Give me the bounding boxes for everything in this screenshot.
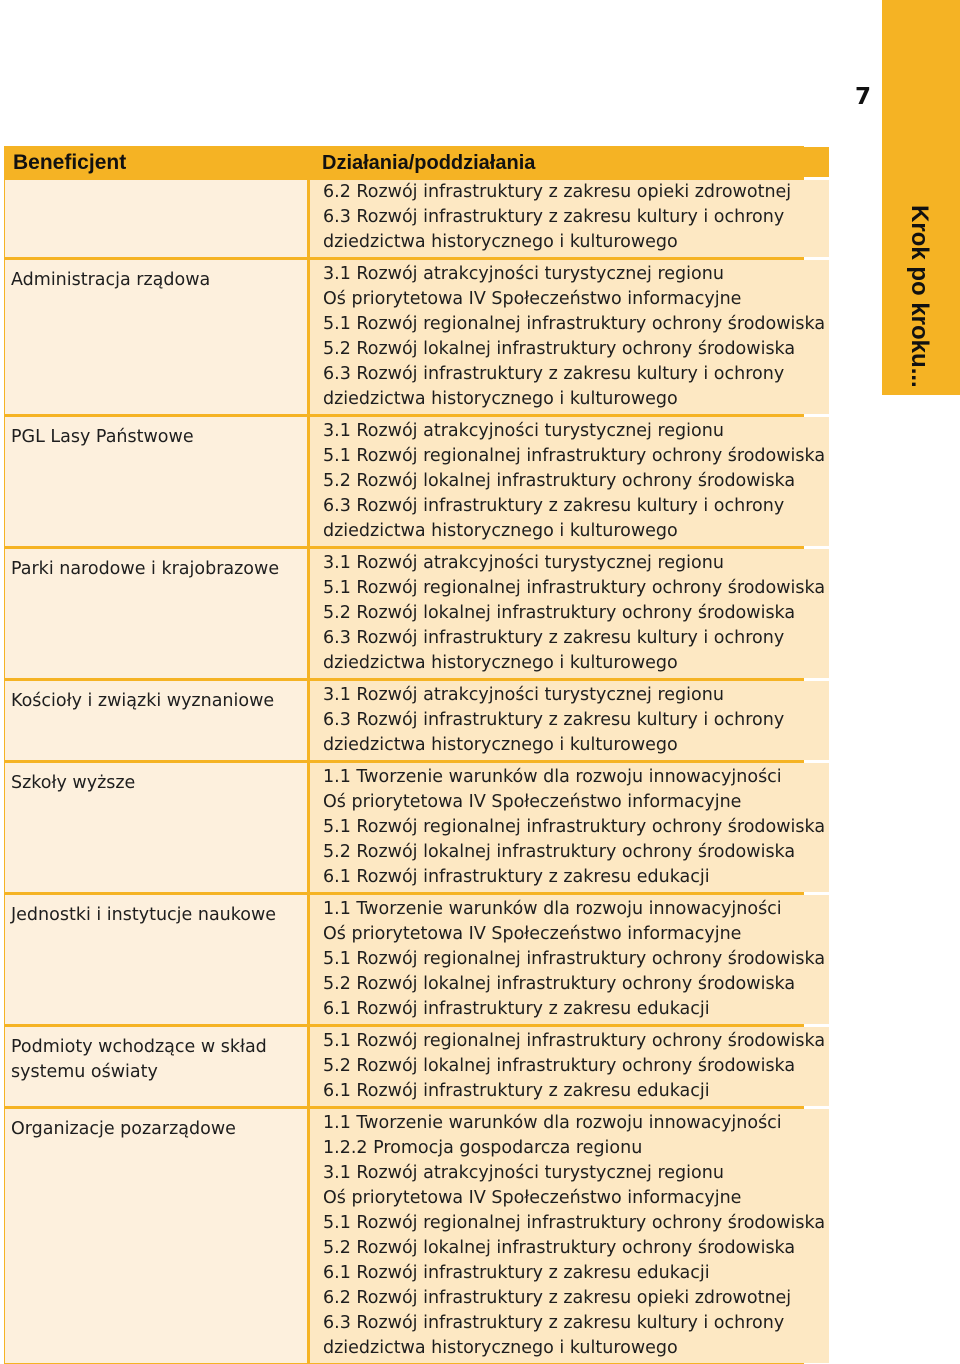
action-item: 6.3 Rozwój infrastruktury z zakresu kultury i ochrony [323,364,785,384]
beneficiary-cell [5,1027,307,1106]
action-item: 1.2.2 Promocja gospodarcza regionu [323,1138,643,1158]
action-item: dziedzictwa historycznego i kulturowego [323,232,678,252]
actions-cell [310,1027,829,1106]
action-item: dziedzictwa historycznego i kulturowego [323,1338,678,1358]
header-beneficiary: Beneficjent [5,147,307,177]
actions-cell [310,763,829,892]
actions-cell [310,681,829,760]
action-item: 6.3 Rozwój infrastruktury z zakresu kultury i ochrony [323,628,785,648]
action-item: 5.2 Rozwój lokalnej infrastruktury ochrony środowiska [323,1056,796,1076]
action-item: 6.3 Rozwój infrastruktury z zakresu kultury i ochrony [323,710,785,730]
action-item: 3.1 Rozwój atrakcyjności turystycznej regionu [323,1163,724,1183]
action-item: 6.1 Rozwój infrastruktury z zakresu edukacji [323,867,710,887]
beneficiary-name: Administracja rządowa [11,270,211,290]
action-item: Oś priorytetowa IV Społeczeństwo informacyjne [323,1188,742,1208]
action-item: 5.2 Rozwój lokalnej infrastruktury ochrony środowiska [323,471,796,491]
beneficiary-name: PGL Lasy Państwowe [11,427,194,447]
actions-cell [310,1109,829,1363]
action-item: dziedzictwa historycznego i kulturowego [323,735,678,755]
action-item: 6.2 Rozwój infrastruktury z zakresu opieki zdrowotnej [323,182,792,202]
action-item: 6.3 Rozwój infrastruktury z zakresu kultury i ochrony [323,1313,785,1333]
action-item: Oś priorytetowa IV Społeczeństwo informacyjne [323,924,742,944]
header-actions: Działania/poddziałania [310,147,829,177]
side-tab [882,0,960,395]
action-item: 1.1 Tworzenie warunków dla rozwoju innowacyjności [323,899,782,919]
action-item: 6.1 Rozwój infrastruktury z zakresu edukacji [323,999,710,1019]
beneficiary-cell [5,763,307,892]
beneficiary-cell [5,417,307,546]
action-item: Oś priorytetowa IV Społeczeństwo informacyjne [323,792,742,812]
beneficiary-cell [5,549,307,678]
beneficiary-cell [5,681,307,760]
action-item: 6.3 Rozwój infrastruktury z zakresu kultury i ochrony [323,496,785,516]
beneficiary-cell [5,180,307,257]
action-item: 5.2 Rozwój lokalnej infrastruktury ochrony środowiska [323,603,796,623]
action-item: 1.1 Tworzenie warunków dla rozwoju innowacyjności [323,767,782,787]
action-item: 5.1 Rozwój regionalnej infrastruktury ochrony środowiska [323,446,826,466]
beneficiary-name: Jednostki i instytucje naukowe [11,905,277,925]
action-item: 5.1 Rozwój regionalnej infrastruktury ochrony środowiska [323,949,826,969]
action-item: 5.1 Rozwój regionalnej infrastruktury ochrony środowiska [323,1031,826,1051]
action-item: 5.1 Rozwój regionalnej infrastruktury ochrony środowiska [323,578,826,598]
action-item: 5.1 Rozwój regionalnej infrastruktury ochrony środowiska [323,314,826,334]
beneficiary-name: Szkoły wyższe [11,773,136,793]
beneficiary-cell [5,1109,307,1363]
action-item: 3.1 Rozwój atrakcyjności turystycznej regionu [323,264,724,284]
action-item: dziedzictwa historycznego i kulturowego [323,521,678,541]
action-item: 5.2 Rozwój lokalnej infrastruktury ochrony środowiska [323,842,796,862]
beneficiary-name: Kościoły i związki wyznaniowe [11,691,275,711]
action-item: 5.1 Rozwój regionalnej infrastruktury ochrony środowiska [323,1213,826,1233]
page-number: 7 [854,84,871,110]
beneficiary-name: Parki narodowe i krajobrazowe [11,559,280,579]
action-item: 5.2 Rozwój lokalnej infrastruktury ochrony środowiska [323,974,796,994]
actions-cell [310,260,829,414]
action-item: 6.2 Rozwój infrastruktury z zakresu opieki zdrowotnej [323,1288,792,1308]
actions-cell [310,895,829,1024]
action-item: 5.1 Rozwój regionalnej infrastruktury ochrony środowiska [323,817,826,837]
action-item: 5.2 Rozwój lokalnej infrastruktury ochrony środowiska [323,339,796,359]
action-item: 6.1 Rozwój infrastruktury z zakresu edukacji [323,1263,710,1283]
actions-cell [310,180,829,257]
action-item: 6.1 Rozwój infrastruktury z zakresu edukacji [323,1081,710,1101]
beneficiary-table [4,146,826,1364]
action-item: 5.2 Rozwój lokalnej infrastruktury ochrony środowiska [323,1238,796,1258]
action-item: 3.1 Rozwój atrakcyjności turystycznej regionu [323,553,724,573]
action-item: 3.1 Rozwój atrakcyjności turystycznej regionu [323,421,724,441]
beneficiary-name-line: systemu oświaty [11,1062,158,1082]
side-tab-label: Krok po kroku... [906,205,933,388]
beneficiary-name: Organizacje pozarządowe [11,1119,236,1139]
action-item: dziedzictwa historycznego i kulturowego [323,389,678,409]
action-item: 3.1 Rozwój atrakcyjności turystycznej regionu [323,685,724,705]
action-item: Oś priorytetowa IV Społeczeństwo informacyjne [323,289,742,309]
action-item: 6.3 Rozwój infrastruktury z zakresu kultury i ochrony [323,207,785,227]
action-item: dziedzictwa historycznego i kulturowego [323,653,678,673]
beneficiary-cell [5,260,307,414]
beneficiary-cell [5,895,307,1024]
actions-cell [310,417,829,546]
beneficiary-name-line: Podmioty wchodzące w skład [11,1037,267,1057]
action-item: 1.1 Tworzenie warunków dla rozwoju innowacyjności [323,1113,782,1133]
actions-cell [310,549,829,678]
